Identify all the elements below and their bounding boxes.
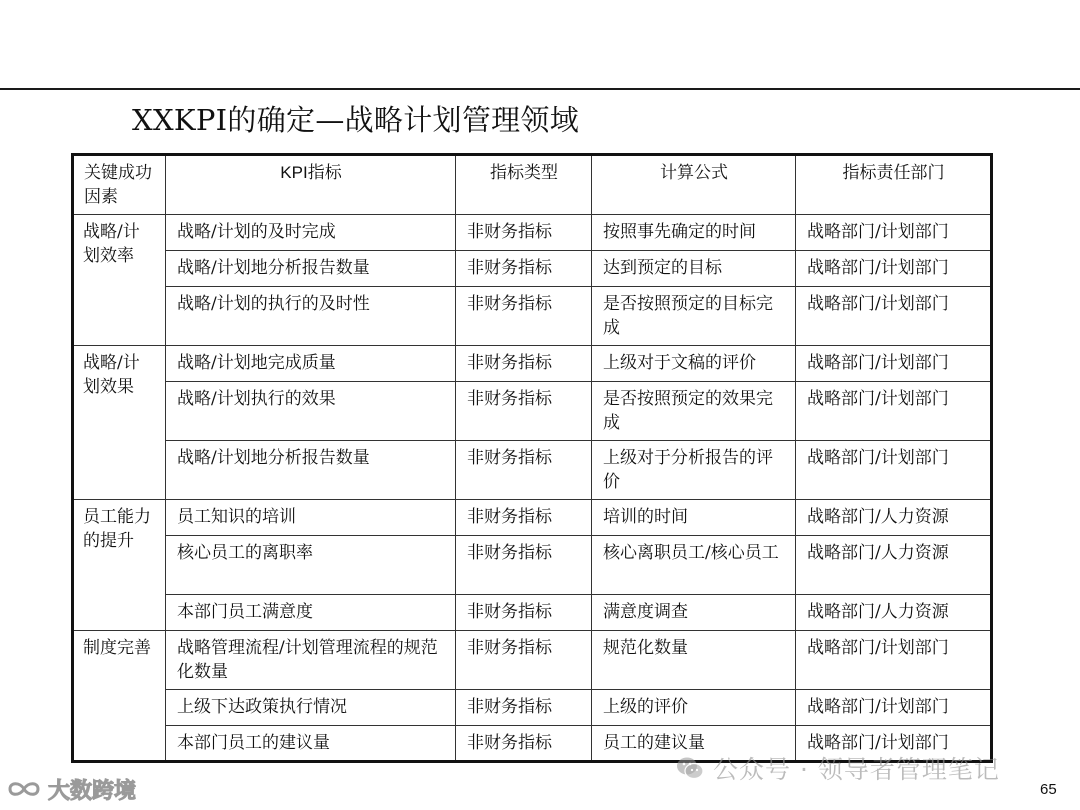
cell-key-success-factor: 战略/计划效率 xyxy=(73,215,166,346)
table-row xyxy=(73,536,992,595)
header-kpi: KPI指标 xyxy=(166,155,456,215)
header-department: 指标责任部门 xyxy=(796,155,992,215)
cell-kpi: 战略/计划的及时完成 xyxy=(166,215,456,251)
cell-type: 非财务指标 xyxy=(456,441,592,500)
cell-department: 战略部门/计划部门 xyxy=(796,441,992,500)
brand-logo xyxy=(4,774,136,804)
cell-kpi: 战略/计划地分析报告数量 xyxy=(166,251,456,287)
table-row xyxy=(73,346,992,382)
cell-department: 战略部门/计划部门 xyxy=(796,631,992,690)
cell-kpi: 战略管理流程/计划管理流程的规范化数量 xyxy=(166,631,456,690)
cell-type: 非财务指标 xyxy=(456,595,592,631)
cell-kpi: 战略/计划执行的效果 xyxy=(166,382,456,441)
kpi-table xyxy=(71,153,993,763)
cell-type: 非财务指标 xyxy=(456,215,592,251)
cell-department: 战略部门/计划部门 xyxy=(796,690,992,726)
cell-kpi: 战略/计划地完成质量 xyxy=(166,346,456,382)
table-row xyxy=(73,500,992,536)
table-row xyxy=(73,631,992,690)
cell-type: 非财务指标 xyxy=(456,382,592,441)
cell-formula: 上级对于分析报告的评价 xyxy=(592,441,796,500)
cell-department: 战略部门/计划部门 xyxy=(796,382,992,441)
cell-department: 战略部门/人力资源 xyxy=(796,500,992,536)
cell-formula: 满意度调查 xyxy=(592,595,796,631)
cell-type: 非财务指标 xyxy=(456,500,592,536)
cell-type: 非财务指标 xyxy=(456,287,592,346)
cell-formula: 员工的建议量 xyxy=(592,726,796,762)
table-row xyxy=(73,382,992,441)
cell-formula: 是否按照预定的效果完成 xyxy=(592,382,796,441)
header-key-success-factor: 关键成功因素 xyxy=(73,155,166,215)
wechat-icon xyxy=(675,755,705,781)
top-rule xyxy=(0,88,1080,90)
cell-formula: 培训的时间 xyxy=(592,500,796,536)
cell-kpi: 员工知识的培训 xyxy=(166,500,456,536)
watermark xyxy=(675,748,1000,788)
cell-formula: 上级的评价 xyxy=(592,690,796,726)
cell-department: 战略部门/计划部门 xyxy=(796,346,992,382)
watermark-text: 公众号 · 领导者管理笔记 xyxy=(713,755,1000,784)
page-number: 65 xyxy=(1040,781,1057,798)
cell-kpi: 上级下达政策执行情况 xyxy=(166,690,456,726)
cell-key-success-factor: 战略/计划效果 xyxy=(73,346,166,500)
table-body xyxy=(73,215,992,762)
cell-formula: 核心离职员工/核心员工 xyxy=(592,536,796,595)
infinity-logo-icon xyxy=(4,778,44,800)
cell-kpi: 战略/计划的执行的及时性 xyxy=(166,287,456,346)
header-formula: 计算公式 xyxy=(592,155,796,215)
cell-formula: 是否按照预定的目标完成 xyxy=(592,287,796,346)
page-title: XXKPI的确定—战略计划管理领域 xyxy=(132,103,580,137)
cell-kpi: 核心员工的离职率 xyxy=(166,536,456,595)
cell-key-success-factor: 制度完善 xyxy=(73,631,166,762)
table-row xyxy=(73,251,992,287)
cell-type: 非财务指标 xyxy=(456,726,592,762)
cell-department: 战略部门/计划部门 xyxy=(796,251,992,287)
table-header-row xyxy=(73,155,992,215)
cell-department: 战略部门/计划部门 xyxy=(796,287,992,346)
cell-formula: 按照事先确定的时间 xyxy=(592,215,796,251)
cell-type: 非财务指标 xyxy=(456,631,592,690)
cell-department: 战略部门/计划部门 xyxy=(796,215,992,251)
cell-type: 非财务指标 xyxy=(456,536,592,595)
cell-kpi: 战略/计划地分析报告数量 xyxy=(166,441,456,500)
cell-department: 战略部门/人力资源 xyxy=(796,595,992,631)
cell-formula: 上级对于文稿的评价 xyxy=(592,346,796,382)
logo-text: 大数跨境 xyxy=(48,778,137,804)
cell-type: 非财务指标 xyxy=(456,251,592,287)
table-row xyxy=(73,595,992,631)
cell-type: 非财务指标 xyxy=(456,690,592,726)
cell-kpi: 本部门员工的建议量 xyxy=(166,726,456,762)
cell-type: 非财务指标 xyxy=(456,346,592,382)
cell-key-success-factor: 员工能力的提升 xyxy=(73,500,166,631)
cell-kpi: 本部门员工满意度 xyxy=(166,595,456,631)
header-type: 指标类型 xyxy=(456,155,592,215)
cell-formula: 规范化数量 xyxy=(592,631,796,690)
table-row xyxy=(73,287,992,346)
table-row xyxy=(73,441,992,500)
cell-department: 战略部门/计划部门 xyxy=(796,726,992,762)
table-row xyxy=(73,215,992,251)
table-row xyxy=(73,690,992,726)
cell-department: 战略部门/人力资源 xyxy=(796,536,992,595)
cell-formula: 达到预定的目标 xyxy=(592,251,796,287)
